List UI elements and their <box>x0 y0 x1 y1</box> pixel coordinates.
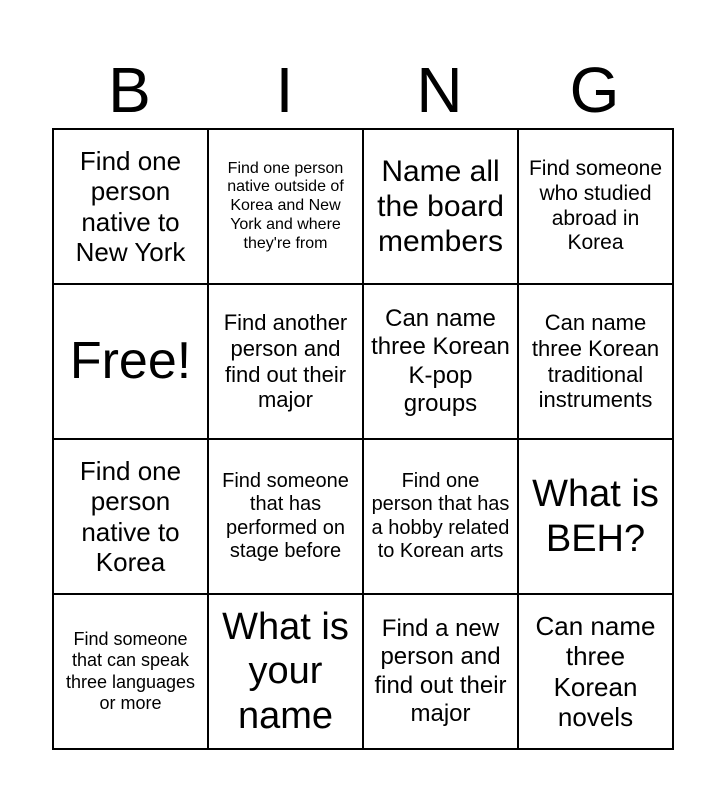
bingo-cell[interactable]: Can name three Korean K-pop groups <box>363 284 518 439</box>
board-row-2 <box>53 284 673 439</box>
bingo-cell[interactable]: What is your name <box>208 594 363 749</box>
board-row-3 <box>53 439 673 594</box>
header-letter-g: G <box>569 54 620 126</box>
bingo-cell[interactable]: Find one person that has a hobby related to Korean arts <box>363 439 518 594</box>
bingo-cell[interactable]: Find someone that has performed on stage before <box>208 439 363 594</box>
board-row-1 <box>53 129 673 284</box>
bingo-cell[interactable]: Can name three Korean novels <box>518 594 673 749</box>
bingo-cell[interactable]: What is BEH? <box>518 439 673 594</box>
header-letter-i: I <box>275 54 294 126</box>
bingo-header <box>52 52 672 128</box>
header-letter-n: N <box>416 54 463 126</box>
bingo-cell[interactable]: Name all the board members <box>363 129 518 284</box>
board-row-4 <box>53 594 673 749</box>
header-letter-b: B <box>108 54 151 126</box>
bingo-cell[interactable]: Find someone who studied abroad in Korea <box>518 129 673 284</box>
bingo-board <box>52 128 674 750</box>
bingo-cell[interactable]: Find a new person and find out their major <box>363 594 518 749</box>
bingo-cell[interactable]: Find one person native to New York <box>53 129 208 284</box>
bingo-cell[interactable]: Find one person native to Korea <box>53 439 208 594</box>
bingo-cell[interactable]: Find another person and find out their major <box>208 284 363 439</box>
bingo-cell[interactable]: Find one person native outside of Korea and New York and where they're from <box>208 129 363 284</box>
bingo-cell[interactable]: Find someone that can speak three languages or more <box>53 594 208 749</box>
free-cell[interactable]: Free! <box>53 284 208 439</box>
bingo-cell[interactable]: Can name three Korean traditional instruments <box>518 284 673 439</box>
